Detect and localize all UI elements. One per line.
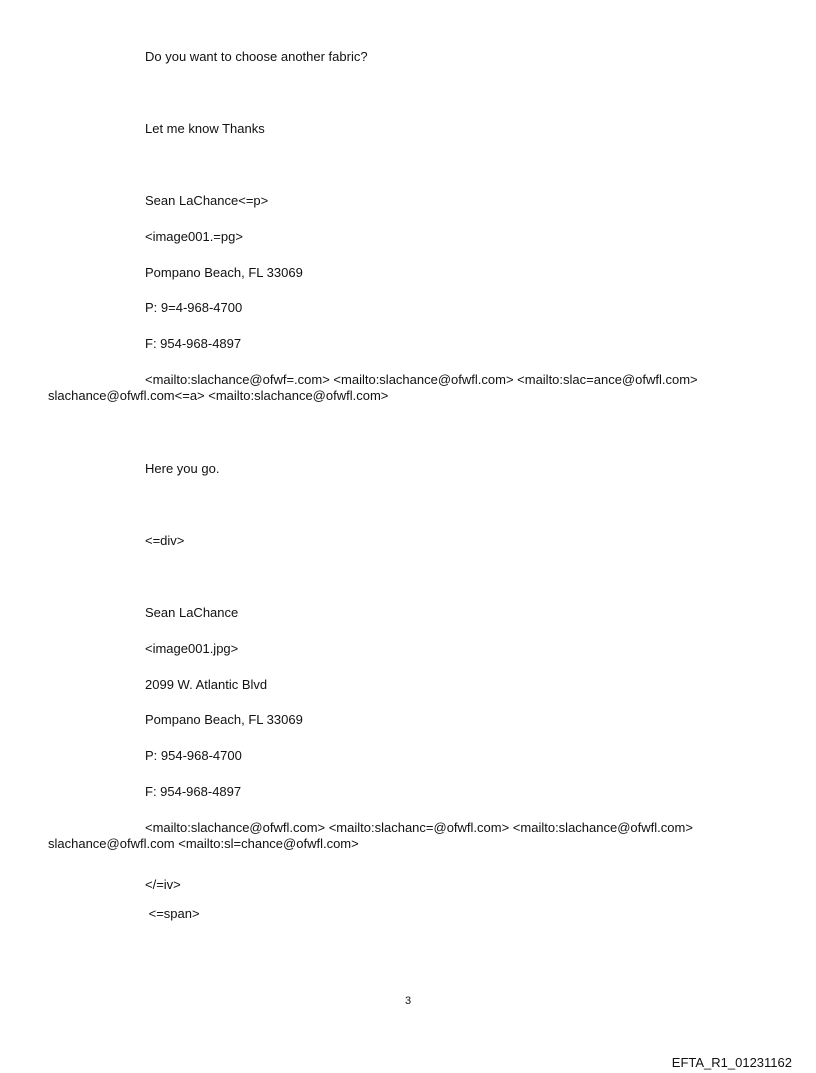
signature-2-fax: F: 954-968-4897 [145, 784, 242, 799]
signature-2-city: Pompano Beach, FL 33069 [145, 712, 303, 727]
signature-1-mailto: <mailto:slachance@ofwf=.com> <mailto:slachance@ofwfl.com> <mailto:slac=ance@ofwfl.com> slachance@ofwfl.com<=a> <mailto:slachance@ofwfl.com> [48, 372, 698, 403]
span-tag-line: <=span> [145, 906, 200, 921]
signature-1-fax: F: 954-968-4897 [145, 336, 242, 351]
here-you-go-line: Here you go. [145, 461, 220, 476]
signature-2-name: Sean LaChance [145, 605, 239, 620]
signature-1-name: Sean LaChance<=p> [145, 193, 269, 208]
let-me-know-line: Let me know Thanks [145, 121, 265, 136]
div-tag-line: <=div> [145, 533, 185, 548]
page-number: 3 [404, 995, 412, 1007]
close-div-line: </=iv> [145, 877, 181, 892]
signature-1-image: <image001.=pg> [145, 229, 243, 244]
document-id: EFTA_R1_01231162 [671, 1055, 792, 1070]
signature-2-phone: P: 954-968-4700 [145, 748, 242, 763]
question-line: Do you want to choose another fabric? [145, 49, 368, 64]
signature-1-city: Pompano Beach, FL 33069 [145, 265, 303, 280]
signature-2-mailto: <mailto:slachance@ofwfl.com> <mailto:slachanc=@ofwfl.com> <mailto:slachance@ofwfl.com> slachance@ofwfl.com <mailto:sl=chance@ofwfl.com> [48, 820, 693, 851]
signature-2-image: <image001.jpg> [145, 641, 239, 656]
signature-2-street: 2099 W. Atlantic Blvd [145, 677, 268, 692]
signature-1-phone: P: 9=4-968-4700 [145, 300, 243, 315]
